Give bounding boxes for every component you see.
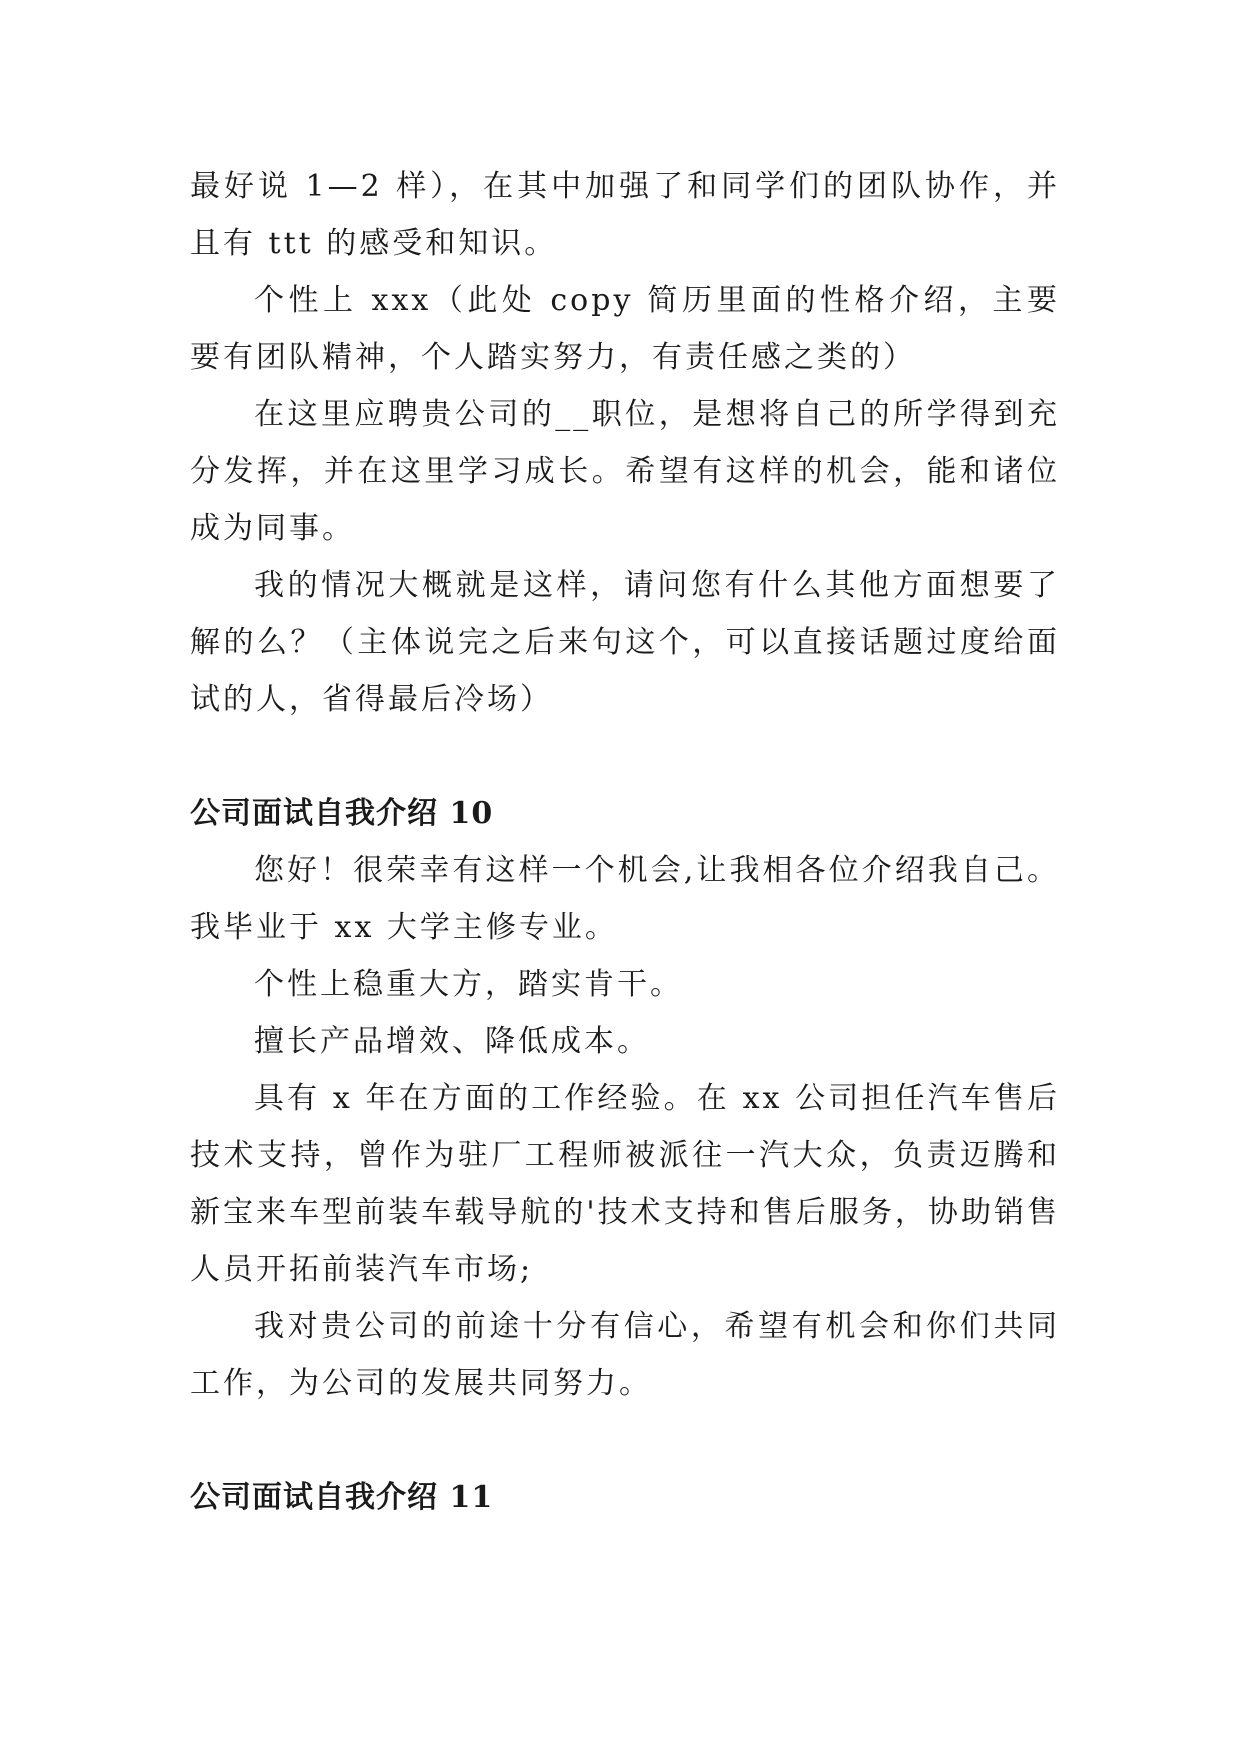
section-heading-10: 公司面试自我介绍 10 xyxy=(190,796,494,831)
paragraph: 我的情况大概就是这样，请问您有什么其他方面想要了解的么？（主体说完之后来句这个，可以直接话题过度给面试的人，省得最后冷场） xyxy=(190,568,1060,717)
paragraph: 您好！很荣幸有这样一个机会,让我相各位介绍我自己。我毕业于 xx 大学主修专业。 xyxy=(190,853,1060,945)
paragraph: 我对贵公司的前途十分有信心，希望有机会和你们共同工作，为公司的发展共同努力。 xyxy=(190,1309,1060,1401)
paragraph: 个性上稳重大方，踏实肯干。 xyxy=(254,967,683,1002)
paragraph: 个性上 xxx（此处 copy 简历里面的性格介绍，主要要有团队精神，个人踏实努力，有责任感之类的） xyxy=(190,283,1060,375)
document-body xyxy=(190,158,1060,1526)
section-heading-11: 公司面试自我介绍 11 xyxy=(190,1480,494,1515)
paragraph: 擅长产品增效、降低成本。 xyxy=(254,1024,650,1059)
paragraph: 最好说 1—2 样），在其中加强了和同学们的团队协作，并且有 ttt 的感受和知识。 xyxy=(190,169,1060,261)
paragraph: 具有 x 年在方面的工作经验。在 xx 公司担任汽车售后技术支持，曾作为驻厂工程师被派往一汽大众，负责迈腾和新宝来车型前装车载导航的'技术支持和售后服务，协助销售人员开拓前装汽车市场; xyxy=(190,1081,1060,1287)
paragraph: 在这里应聘贵公司的__职位，是想将自己的所学得到充分发挥，并在这里学习成长。希望有这样的机会，能和诸位成为同事。 xyxy=(190,397,1060,546)
